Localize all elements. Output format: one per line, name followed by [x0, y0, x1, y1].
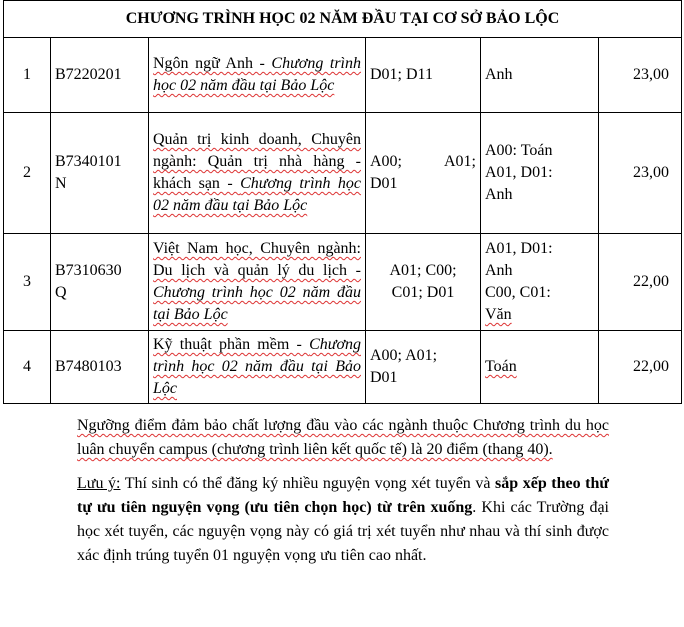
major-code: B7220201 [51, 38, 149, 113]
combo-a00: A00; [370, 153, 402, 170]
major-name [149, 331, 366, 404]
major-name [149, 38, 366, 113]
major-name-plain: Quản trị kinh doanh, Chuyên ngành: Quản trị nhà hàng - khách sạn - [153, 131, 361, 192]
row-number: 4 [4, 331, 51, 404]
combo-a01: A01; [444, 153, 476, 170]
row-number: 3 [4, 234, 51, 331]
table-title: CHƯƠNG TRÌNH HỌC 02 NĂM ĐẦU TẠI CƠ SỞ BẢO LỘC [4, 1, 682, 38]
admission-table [3, 0, 682, 404]
major-name-italic: Chương trình học 02 năm đầu tại Bảo Lộc [153, 336, 361, 397]
major-code-line2: N [55, 175, 67, 192]
main-subject-line4: Văn [485, 306, 512, 323]
row-number: 2 [4, 113, 51, 234]
major-name-plain: Việt Nam học, Chuyên ngành: Du lịch và quản lý du lịch - [153, 240, 361, 279]
important-note [77, 472, 609, 568]
table-row [4, 113, 682, 234]
score: 22,00 [599, 234, 682, 331]
score: 23,00 [599, 113, 682, 234]
major-name-italic: Chương trình học 02 năm đầu tại Bảo Lộc [153, 284, 361, 323]
subject-combination-line2: C01; D01 [391, 284, 455, 301]
main-subject-line1: A01, D01: [485, 240, 553, 257]
main-subject-line1: A00: Toán [485, 142, 553, 159]
main-subject [481, 113, 599, 234]
table-title-row [4, 1, 682, 38]
main-subject-line2: Anh [485, 262, 513, 279]
subject-combination [366, 113, 481, 234]
row-number: 1 [4, 38, 51, 113]
notes-section [77, 414, 609, 568]
major-name-plain: Kỹ thuật phần mềm - [153, 336, 310, 353]
subject-combination [366, 234, 481, 331]
subject-combination-line1: A01; C00; [389, 262, 457, 279]
main-subject-line3: C00, C01: [485, 284, 551, 301]
main-subject: Toán [481, 331, 599, 404]
note-label: Lưu ý: [77, 475, 121, 492]
major-code-line1: B7310630 [55, 262, 122, 279]
subject-combination-line1 [370, 151, 476, 173]
table-row [4, 331, 682, 404]
main-subject-line2: A01, D01: [485, 164, 553, 181]
main-subject: Anh [481, 38, 599, 113]
major-name-plain: Ngôn ngữ Anh - [153, 55, 272, 72]
note-text-end: . Khi các Trường đại học xét tuyển, các nguyện vọng này có giá trị xét tuyển như nhau và thí sinh được xác định trúng tuyển 01 nguyện vọng ưu tiên cao nhất. [77, 499, 609, 564]
major-name [149, 113, 366, 234]
major-code [51, 234, 149, 331]
subject-combination [366, 331, 481, 404]
subject-combination-line1: A00; A01; [370, 347, 438, 364]
main-subject [481, 234, 599, 331]
threshold-note: Ngưỡng điểm đảm bảo chất lượng đầu vào các ngành thuộc Chương trình du học luân chuyển campus (chương trình liên kết quốc tế) là 20 điểm (thang 40). [77, 417, 609, 458]
major-name-italic: Chương trình học 02 năm đầu tại Bảo Lộc [153, 175, 362, 214]
major-name-italic: Chương trình học 02 năm đầu tại Bảo Lộc [153, 55, 361, 94]
subject-combination-line2: D01 [370, 175, 398, 192]
major-code-line1: B7340101 [55, 153, 122, 170]
table-row [4, 234, 682, 331]
subject-combination-line2: D01 [370, 369, 398, 386]
major-code: B7480103 [51, 331, 149, 404]
subject-combination: D01; D11 [366, 38, 481, 113]
major-code-line2: Q [55, 284, 67, 301]
major-code [51, 113, 149, 234]
score: 22,00 [599, 331, 682, 404]
score: 23,00 [599, 38, 682, 113]
main-subject-line3: Anh [485, 186, 513, 203]
major-name [149, 234, 366, 331]
table-row [4, 38, 682, 113]
note-bold-text: sắp xếp theo thứ tự ưu tiên nguyện vọng (ưu tiên chọn học) từ trên xuống [77, 475, 610, 516]
note-text-start: Thí sinh có thể đăng ký nhiều nguyện vọng xét tuyển và [120, 475, 496, 492]
